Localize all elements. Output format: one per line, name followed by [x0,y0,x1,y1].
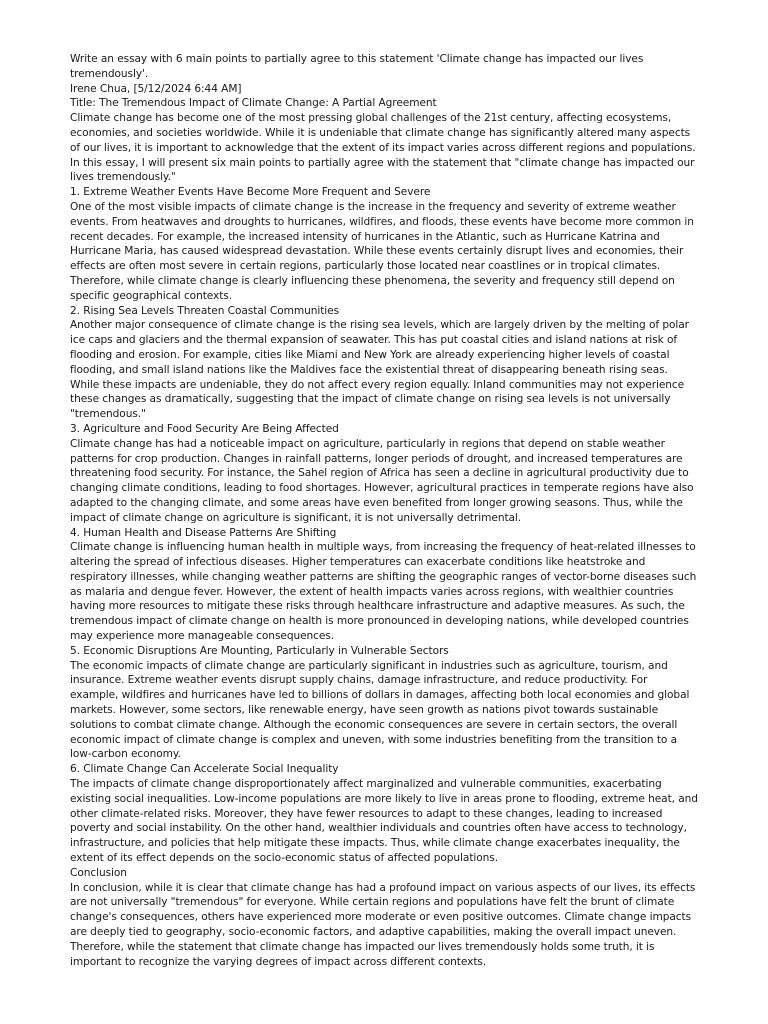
essay-title: Title: The Tremendous Impact of Climate Change: A Partial Agreement [70,97,437,110]
point-3-heading: 3. Agriculture and Food Security Are Being Affected [70,422,339,435]
point-5-heading: 5. Economic Disruptions Are Mounting, Particularly in Vulnerable Sectors [70,644,449,657]
point-6-body: The impacts of climate change disproportionately affect marginalized and vulnerable communities, exacerbating existing social inequalities. Low-income populations are more likely to live in areas prone to flooding, extreme heat, and other climate-related risks. Moreover, they have fewer resources to adapt to these changes, leading to increased poverty and social instability. On the other hand, wealthier individuals and countries often have access to technology, infrastructure, and policies that help mitigate these impacts. Thus, while climate change exacerbates inequality, the extent of its effect depends on the socio-economic status of affected populations. [70,778,698,865]
point-1-body: One of the most visible impacts of climate change is the increase in the frequency and severity of extreme weather events. From heatwaves and droughts to hurricanes, wildfires, and floods, these events have become more common in recent decades. For example, the increased intensity of hurricanes in the Atlantic, such as Hurricane Katrina and Hurricane Maria, has caused widespread devastation. While these events certainly disrupt lives and economies, their effects are often most severe in certain regions, particularly those located near coastlines or in tropical climates. Therefore, while climate change is clearly influencing these phenomena, the severity and frequency still depend on specific geographical contexts. [70,200,694,302]
author-line: Irene Chua, [5/12/2024 6:44 AM] [70,82,242,95]
point-3-body: Climate change has had a noticeable impact on agriculture, particularly in regions that depend on stable weather patterns for crop production. Changes in rainfall patterns, longer periods of drought, and increased temperatures are threatening food security. For instance, the Sahel region of Africa has seen a decline in agricultural productivity due to changing climate conditions, leading to food shortages. However, agricultural practices in temperate regions have also adapted to the changing climate, and some areas have even benefited from longer growing seasons. Thus, while the impact of climate change on agriculture is significant, it is not universally detrimental. [70,437,694,524]
point-5-body: The economic impacts of climate change are particularly significant in industries such as agriculture, tourism, and insurance. Extreme weather events disrupt supply chains, damage infrastructure, and reduce productivity. For example, wildfires and hurricanes have led to billions of dollars in damages, affecting both local economies and global markets. However, some sectors, like renewable energy, have seen growth as nations pivot towards sustainable solutions to combat climate change. Although the economic consequences are severe in certain sectors, the overall economic impact of climate change is complex and uneven, with some industries benefiting from the transition to a low-carbon economy. [70,659,690,761]
point-6-heading: 6. Climate Change Can Accelerate Social Inequality [70,763,339,776]
point-2-body: Another major consequence of climate change is the rising sea levels, which are largely driven by the melting of polar ice caps and glaciers and the thermal expansion of seawater. This has put coastal cities and island nations at risk of flooding and erosion. For example, cities like Miami and New York are already experiencing higher levels of coastal flooding, and small island nations like the Maldives face the existential threat of disappearing beneath rising seas. While these impacts are undeniable, they do not affect every region equally. Inland communities may not experience these changes as dramatically, suggesting that the impact of climate change on rising sea levels is not universally "tremendous." [70,319,689,421]
point-4-heading: 4. Human Health and Disease Patterns Are Shifting [70,526,337,539]
conclusion-heading: Conclusion [70,866,127,879]
point-2-heading: 2. Rising Sea Levels Threaten Coastal Communities [70,304,340,317]
intro-paragraph: Climate change has become one of the most pressing global challenges of the 21st century, affecting ecosystems, economies, and societies worldwide. While it is undeniable that climate change has significantly altered many aspects of our lives, it is important to acknowledge that the extent of its impact varies across different regions and populations. In this essay, I will present six main points to partially agree with the statement that "climate change has impacted our lives tremendously." [70,112,696,184]
essay-prompt: Write an essay with 6 main points to partially agree to this statement 'Climate change has impacted our lives tremendously'. [70,53,644,80]
point-1-heading: 1. Extreme Weather Events Have Become More Frequent and Severe [70,186,431,199]
point-4-body: Climate change is influencing human health in multiple ways, from increasing the frequency of heat-related illnesses to altering the spread of infectious diseases. Higher temperatures can exacerbate conditions like heatstroke and respiratory illnesses, while changing weather patterns are shifting the geographic ranges of vector-borne diseases such as malaria and dengue fever. However, the extent of health impacts varies across regions, with wealthier countries having more resources to mitigate these risks through healthcare infrastructure and adaptive measures. As such, the tremendous impact of climate change on health is more pronounced in developing nations, while developed countries may experience more manageable consequences. [70,541,697,643]
document-page [70,52,698,969]
conclusion-paragraph: In conclusion, while it is clear that climate change has had a profound impact on various aspects of our lives, its effects are not universally "tremendous" for everyone. While certain regions and populations have felt the brunt of climate change's consequences, others have experienced more moderate or even positive outcomes. Climate change impacts are deeply tied to geography, socio-economic factors, and adaptive capabilities, making the overall impact uneven. Therefore, while the statement that climate change has impacted our lives tremendously holds some truth, it is important to recognize the varying degrees of impact across different contexts. [70,881,696,968]
